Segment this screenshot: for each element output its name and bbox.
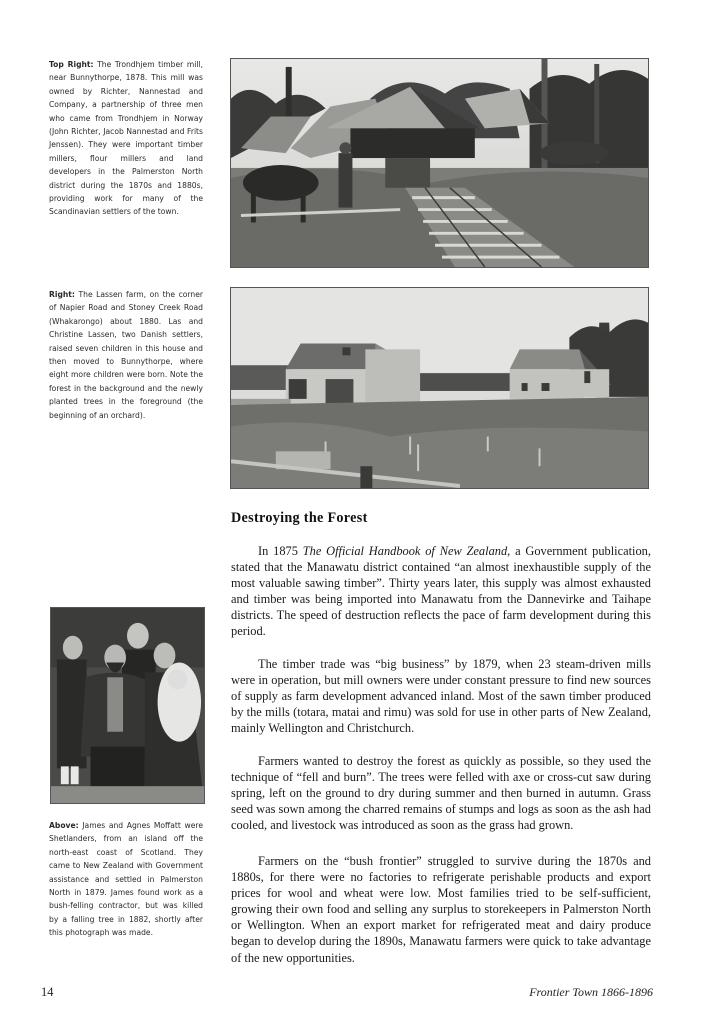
photo-moffatt-family: [50, 607, 205, 804]
moffatt-family-image: [51, 608, 204, 803]
page-number: 14: [41, 985, 54, 999]
paragraph-text: , a Government publication, stated that the Manawatu district contained “an almost inexhaustible supply of the most valuable sawing timber”. Thirty years later, this supply was almost exhausted and timber was being imported into Manawatu from the Dannevirke and Taihape districts. The speed of destruction reflects the pace of farm development during this period.: [231, 544, 651, 639]
caption-text: The Lassen farm, on the corner of Napier Road and Stoney Creek Road (Whakarongo) about 1880. Las and Christine Lassen, two Danish settlers, raised seven children in this house and then moved to Bunnythorpe, where eight more children were born. Note the forest in the background and the newly planted trees in the foreground (the beginning of an orchard).: [49, 290, 203, 420]
caption-lead: Top Right:: [49, 60, 94, 69]
paragraph-2: The timber trade was “big business” by 1879, when 23 steam-driven mills were in operation, but mill owners were under constant pressure to find new sources of supply as farm development advanced inland. Most of the sawn timber produced by the mills (totara, matai and rimu) was sold for use in other parts of New Zealand, mainly Wellington and Christchurch.: [231, 657, 651, 736]
book-title-italic: The Official Handbook of New Zealand: [302, 544, 508, 558]
paragraph-1: [231, 543, 651, 640]
caption-moffatt-family: [49, 819, 203, 940]
photo-lassen-farm: [230, 287, 649, 489]
paragraph-4: Farmers on the “bush frontier” struggled to survive during the 1870s and 1880s, for there were no factories to refrigerate perishable products and export prices for wool and wheat were low. Most families tried to be self-sufficient, growing their own food and selling any surplus to storekeepers in Palmerston North or Wellington. When an export market for refrigerated meat and dairy produce began to develop during the 1890s, Manawatu farmers were quick to take advantage of the new opportunities.: [231, 854, 651, 965]
paragraph-text: In 1875: [258, 544, 303, 558]
caption-lead: Above:: [49, 821, 79, 830]
caption-lassen-farm: [49, 288, 203, 422]
caption-timber-mill: [49, 58, 203, 219]
photo-timber-mill: [230, 58, 649, 268]
lassen-farm-image: [231, 288, 648, 488]
paragraph-3: Farmers wanted to destroy the forest as quickly as possible, so they used the technique of “fell and burn”. The trees were felled with axe or cross-cut saw during spring, left on the ground to dry during summer and then burned in autumn. Grass seed was sown among the charred remains of stumps and logs as soon as the ash had cooled, and livestock was introduced as soon as the grass had grown.: [231, 754, 651, 833]
caption-text: The Trondhjem timber mill, near Bunnythorpe, 1878. This mill was owned by Richter, Nannestad and Company, a partnership of three men who came from Trondhjem in Norway (John Richter, Jacob Nannestad and Frits Jenssen). They were important timber millers, flour millers and land developers in the Palmerston North district during the 1870s and 1880s, providing work for many of the Scandinavian settlers of the town.: [49, 60, 203, 217]
running-footer-title: Frontier Town 1866-1896: [529, 985, 653, 999]
caption-text: James and Agnes Moffatt were Shetlanders, from an island off the north-east coast of Scotland. They came to New Zealand with Government assistance and settled in Palmerston North in 1879. James found work as a bush-felling contractor, but was killed by a falling tree in 1882, shortly after this photograph was made.: [49, 821, 203, 938]
section-heading: Destroying the Forest: [231, 510, 368, 526]
timber-mill-image: [231, 59, 648, 267]
caption-lead: Right:: [49, 290, 75, 299]
